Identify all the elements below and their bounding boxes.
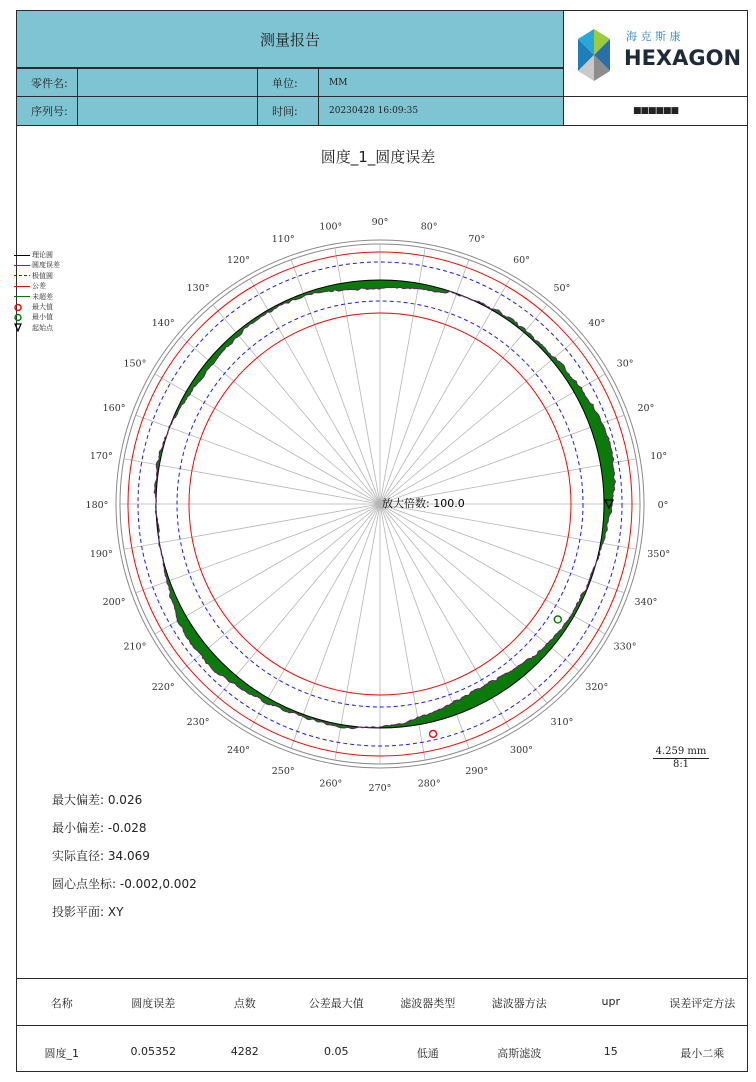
legend-label: 公差 <box>32 282 46 291</box>
table-header: 误差评定方法 <box>669 997 736 1010</box>
angle-tick-label: 210° <box>123 641 147 653</box>
legend-label: 圆度误差 <box>32 261 60 270</box>
legend-label: 理论圆 <box>32 251 53 259</box>
table-cell: 15 <box>603 1045 618 1058</box>
legend-swatch-icon <box>14 261 32 270</box>
unit-value: MM <box>318 68 564 97</box>
radial-grid-line <box>136 415 380 504</box>
angle-tick-label: 270° <box>368 783 392 794</box>
legend-item <box>14 281 60 291</box>
table-row <box>16 1045 748 1061</box>
radial-grid-line <box>181 504 380 671</box>
angle-tick-label: 60° <box>513 254 530 266</box>
angle-tick-label: 0° <box>657 500 669 511</box>
table-cell: 0.05 <box>324 1045 349 1058</box>
radial-grid-line <box>380 415 624 504</box>
radial-grid-line <box>380 260 469 504</box>
radial-grid-line <box>380 305 547 504</box>
angle-tick-label: 350° <box>647 549 671 561</box>
table-header: 公差最大值 <box>308 997 364 1010</box>
table-cell: 低通 <box>416 1047 439 1060</box>
center-coordinates: 圆心点坐标: -0.002,0.002 <box>52 877 197 891</box>
angle-tick-label: 280° <box>417 778 441 790</box>
time-label: 时间: <box>257 96 319 126</box>
legend-swatch-icon <box>14 251 32 260</box>
legend-label: 最大值 <box>32 302 53 311</box>
table-cell: 4282 <box>230 1045 259 1058</box>
table-header-row <box>16 995 748 1011</box>
legend-item <box>14 323 60 333</box>
min-deviation: 最小偏差: -0.028 <box>52 821 147 835</box>
legend-swatch-icon <box>14 271 32 280</box>
legend-label: 起始点 <box>32 323 53 332</box>
angle-tick-label: 260° <box>319 778 343 790</box>
min-value-marker <box>554 616 561 623</box>
angle-tick-label: 330° <box>613 641 637 653</box>
time-value: 20230428 16:09:35 <box>318 96 564 126</box>
legend-label: 未超差 <box>32 292 53 301</box>
legend-swatch-icon <box>14 313 32 322</box>
legend-label: 最小值 <box>32 313 53 322</box>
table-header: 滤波器方法 <box>491 997 547 1010</box>
angle-tick-label: 130° <box>186 283 210 295</box>
angle-tick-label: 250° <box>271 765 295 777</box>
table-header: 圆度误差 <box>131 997 176 1010</box>
angle-tick-label: 110° <box>271 234 295 246</box>
angle-tick-label: 230° <box>186 716 210 728</box>
polar-grid <box>116 240 644 768</box>
scale-value: 4.259 mm <box>653 746 709 759</box>
projection-plane: 投影平面: XY <box>52 905 124 919</box>
table-header: 滤波器类型 <box>400 997 456 1010</box>
part-name-label: 零件名: <box>16 68 78 97</box>
angle-tick-label: 240° <box>227 745 250 757</box>
radial-grid-line <box>291 504 380 748</box>
angle-tick-label: 320° <box>585 681 609 693</box>
actual-diameter: 实际直径: 34.069 <box>52 849 150 863</box>
angle-tick-label: 340° <box>634 596 658 608</box>
logo-chinese: 海 克 斯 康 <box>626 30 681 43</box>
plot-legend <box>14 250 60 333</box>
radial-grid-line <box>136 504 380 593</box>
plot-title: 圆度_1_圆度误差 <box>320 148 436 166</box>
legend-item <box>14 250 60 260</box>
legend-swatch-icon <box>14 303 32 312</box>
max-deviation: 最大偏差: 0.026 <box>52 793 143 807</box>
max-value-marker <box>430 730 437 737</box>
table-divider <box>16 1025 748 1026</box>
table-cell: 0.05352 <box>130 1045 176 1058</box>
radial-grid-line <box>291 260 380 504</box>
angle-tick-label: 80° <box>420 221 438 233</box>
unit-label: 单位: <box>257 68 319 97</box>
table-header: 点数 <box>233 997 256 1010</box>
legend-swatch-icon <box>14 282 32 291</box>
results-table <box>16 978 748 1072</box>
angle-tick-label: 120° <box>227 254 250 266</box>
angle-tick-label: 140° <box>151 318 175 330</box>
statistics-block <box>52 786 197 926</box>
legend-item <box>14 260 60 270</box>
angle-tick-label: 200° <box>102 596 126 608</box>
radial-grid-line <box>380 504 624 593</box>
angle-tick-label: 290° <box>465 765 489 777</box>
angle-tick-label: 20° <box>637 403 655 415</box>
legend-item <box>14 271 60 281</box>
table-header: upr <box>601 995 620 1008</box>
legend-swatch-icon <box>14 292 32 301</box>
table-cell: 圆度_1 <box>44 1047 79 1060</box>
logo-english: HEXAGON <box>624 46 742 70</box>
redacted-field: ■■■■■■ <box>563 96 748 126</box>
report-title: 测量报告 <box>16 10 564 68</box>
angle-tick-label: 300° <box>510 745 533 757</box>
legend-label: 极值圆 <box>32 271 53 280</box>
angle-tick-label: 150° <box>123 358 147 370</box>
table-cell: 高斯滤波 <box>497 1047 542 1060</box>
angle-tick-label: 220° <box>151 681 175 693</box>
angle-tick-label: 90° <box>371 217 389 228</box>
radial-grid-line <box>380 337 579 504</box>
angle-tick-label: 10° <box>650 450 668 462</box>
angle-tick-label: 40° <box>588 318 606 330</box>
scale-indicator <box>653 746 709 770</box>
legend-item <box>14 302 60 312</box>
radial-grid-line <box>213 504 380 703</box>
angle-tick-label: 310° <box>550 716 574 728</box>
legend-swatch-icon <box>14 323 32 332</box>
table-cell: 最小二乘 <box>680 1047 725 1060</box>
serial-label: 序列号: <box>16 96 78 126</box>
angle-tick-label: 70° <box>468 234 486 246</box>
angle-tick-label: 180° <box>85 500 109 511</box>
angle-tick-label: 50° <box>553 283 571 295</box>
legend-item <box>14 292 60 302</box>
scale-ratio: 8:1 <box>672 759 690 770</box>
table-header: 名称 <box>50 997 73 1010</box>
angle-tick-label: 100° <box>319 221 343 233</box>
angle-tick-label: 170° <box>89 450 113 462</box>
angle-tick-label: 160° <box>102 403 126 415</box>
angle-tick-label: 190° <box>89 549 113 561</box>
magnification-label: 放大倍数: 100.0 <box>382 497 465 510</box>
legend-item <box>14 312 60 322</box>
angle-tick-label: 30° <box>616 358 634 370</box>
